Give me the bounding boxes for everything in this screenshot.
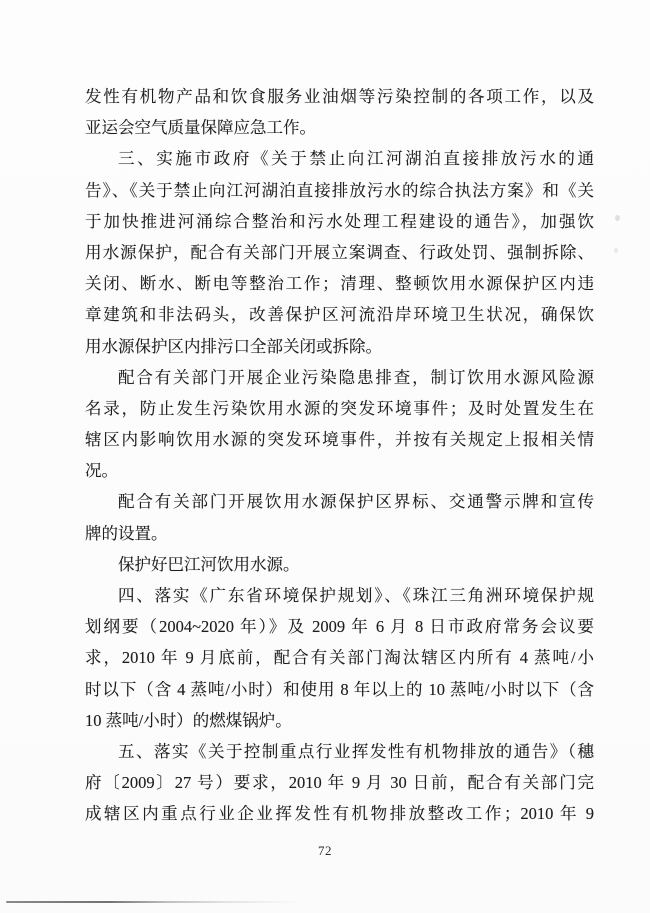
text-line: 用水源保护区内排污口全部关闭或拆除。: [85, 336, 382, 356]
text-line: 况。: [85, 461, 118, 481]
text-line: 保护好巴江河饮用水源。: [118, 554, 300, 574]
text-line: 配合有关部门开展企业污染隐患排查，制订饮用水源风险源: [118, 367, 594, 387]
text-line: 府〔2009〕27 号）要求，2010 年 9 月 30 日前，配合有关部门完: [85, 773, 594, 793]
text-line: 划纲要（2004~2020 年）》及 2009 年 6 月 8 日市政府常务会议要: [85, 617, 594, 637]
text-line: 配合有关部门开展饮用水源保护区界标、交通警示牌和宣传: [118, 492, 594, 512]
page-number: 72: [318, 843, 332, 858]
scan-speck: [615, 215, 620, 221]
text-line: 四、落实《广东省环境保护规划》、《珠江三角洲环境保护规: [118, 586, 594, 605]
text-line: 五、落实《关于控制重点行业挥发性有机物排放的通告》（穗: [118, 741, 594, 761]
text-line: 名录，防止发生污染饮用水源的突发环境事件；及时处置发生在: [85, 398, 594, 418]
scan-artifact-line: [6, 901, 298, 903]
text-line: 10 蒸吨/小时）的燃煤锅炉。: [85, 710, 292, 730]
text-line: 章建筑和非法码头，改善保护区河流沿岸环境卫生状况，确保饮: [85, 305, 594, 325]
text-line: 于加快推进河涌综合整治和污水处理工程建设的通告》，加强饮: [85, 211, 594, 231]
text-line: 用水源保护，配合有关部门开展立案调查、行政处罚、强制拆除、: [85, 242, 594, 262]
text-line: 时以下（含 4 蒸吨/小时）和使用 8 年以上的 10 蒸吨/小时以下（含: [85, 679, 594, 699]
text-line: 辖区内影响饮用水源的突发环境事件，并按有关规定上报相关情: [85, 430, 594, 450]
text-line: 亚运会空气质量保障应急工作。: [85, 118, 316, 138]
text-line: 牌的设置。: [85, 523, 168, 543]
text-line: 告》、《关于禁止向江河湖泊直接排放污水的综合执法方案》和《关: [85, 180, 594, 200]
text-line: 关闭、断水、断电等整治工作；清理、整顿饮用水源保护区内违: [85, 274, 594, 294]
scan-speck: [614, 248, 618, 253]
text-line: 三、实施市政府《关于禁止向江河湖泊直接排放污水的通: [118, 149, 594, 169]
text-line: 成辖区内重点行业企业挥发性有机物排放整改工作；2010 年 9: [85, 804, 594, 824]
text-line: 求，2010 年 9 月底前，配合有关部门淘汰辖区内所有 4 蒸吨/小: [85, 648, 594, 668]
text-line: 发性有机物产品和饮食服务业油烟等污染控制的各项工作，以及: [85, 87, 594, 106]
document-body: [85, 81, 594, 830]
